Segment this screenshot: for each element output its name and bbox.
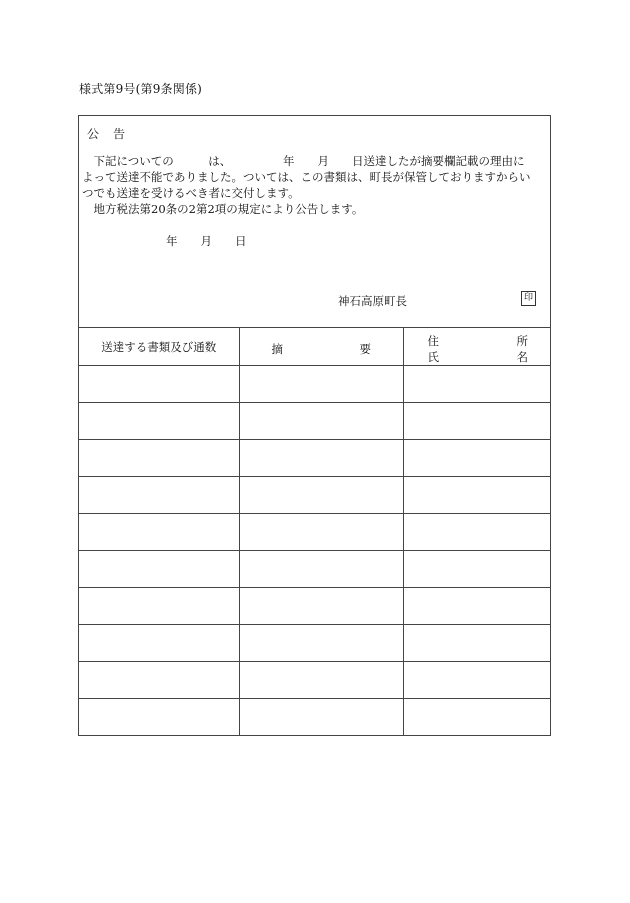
notice-title-char-1: 公 — [87, 127, 100, 141]
notice-date: 年 月 日 — [143, 234, 247, 248]
cell-summary[interactable] — [239, 699, 403, 736]
header-name-char-2: 名 — [516, 350, 528, 364]
cell-address-name[interactable] — [403, 366, 550, 403]
form-number-label: 様式第9号(第9条関係) — [79, 82, 203, 96]
cell-address-name[interactable] — [403, 662, 550, 699]
cell-summary[interactable] — [239, 440, 403, 477]
cell-documents[interactable] — [79, 477, 239, 514]
cell-documents[interactable] — [79, 625, 239, 662]
cell-documents[interactable] — [79, 403, 239, 440]
notice-title-char-2: 告 — [113, 127, 126, 141]
cell-summary[interactable] — [239, 477, 403, 514]
cell-summary[interactable] — [239, 551, 403, 588]
table-row — [79, 551, 550, 588]
signer-title: 神石高原町長 — [338, 294, 407, 308]
notice-body-line-3: つでも送達を受けるべき者に交付します。 — [82, 186, 300, 200]
table-row — [79, 440, 550, 477]
cell-documents[interactable] — [79, 662, 239, 699]
cell-address-name[interactable] — [403, 403, 550, 440]
cell-address-name[interactable] — [403, 551, 550, 588]
cell-address-name[interactable] — [403, 588, 550, 625]
header-address-char-1: 住 — [427, 334, 439, 348]
table-row — [79, 662, 550, 699]
header-address-char-2: 所 — [516, 334, 528, 348]
form-frame — [78, 115, 551, 736]
cell-summary[interactable] — [239, 625, 403, 662]
cell-address-name[interactable] — [403, 477, 550, 514]
cell-summary[interactable] — [239, 366, 403, 403]
table-row — [79, 403, 550, 440]
delivery-ledger-table — [79, 327, 550, 735]
cell-address-name[interactable] — [403, 625, 550, 662]
table-row — [79, 588, 550, 625]
header-name-char-1: 氏 — [427, 350, 439, 364]
cell-documents[interactable] — [79, 514, 239, 551]
header-documents: 送達する書類及び通数 — [79, 328, 239, 366]
table-row — [79, 625, 550, 662]
cell-documents[interactable] — [79, 551, 239, 588]
cell-documents[interactable] — [79, 440, 239, 477]
header-summary — [239, 328, 403, 366]
header-address-name — [403, 328, 550, 366]
notice-body-line-4: 地方税法第20条の2第2項の規定により公告します。 — [82, 202, 364, 216]
table-row — [79, 514, 550, 551]
cell-address-name[interactable] — [403, 699, 550, 736]
notice-body-line-2: よって送達不能でありました。ついては、この書類は、町長が保管しておりますからい — [82, 170, 531, 184]
notice-body-line-1: 下記についての は、 年 月 日送達したが摘要欄記載の理由に — [82, 154, 525, 168]
notice-title — [87, 125, 125, 142]
cell-summary[interactable] — [239, 403, 403, 440]
header-summary-char-2: 要 — [359, 342, 371, 356]
cell-summary[interactable] — [239, 662, 403, 699]
cell-address-name[interactable] — [403, 440, 550, 477]
cell-documents[interactable] — [79, 588, 239, 625]
cell-address-name[interactable] — [403, 514, 550, 551]
table-header-row — [79, 328, 550, 366]
cell-summary[interactable] — [239, 514, 403, 551]
cell-documents[interactable] — [79, 699, 239, 736]
cell-summary[interactable] — [239, 588, 403, 625]
public-notice-section — [79, 116, 550, 327]
table-row — [79, 366, 550, 403]
cell-documents[interactable] — [79, 366, 239, 403]
table-row — [79, 699, 550, 736]
table-row — [79, 477, 550, 514]
seal-mark: 印 — [521, 291, 536, 306]
header-summary-char-1: 摘 — [271, 342, 283, 356]
